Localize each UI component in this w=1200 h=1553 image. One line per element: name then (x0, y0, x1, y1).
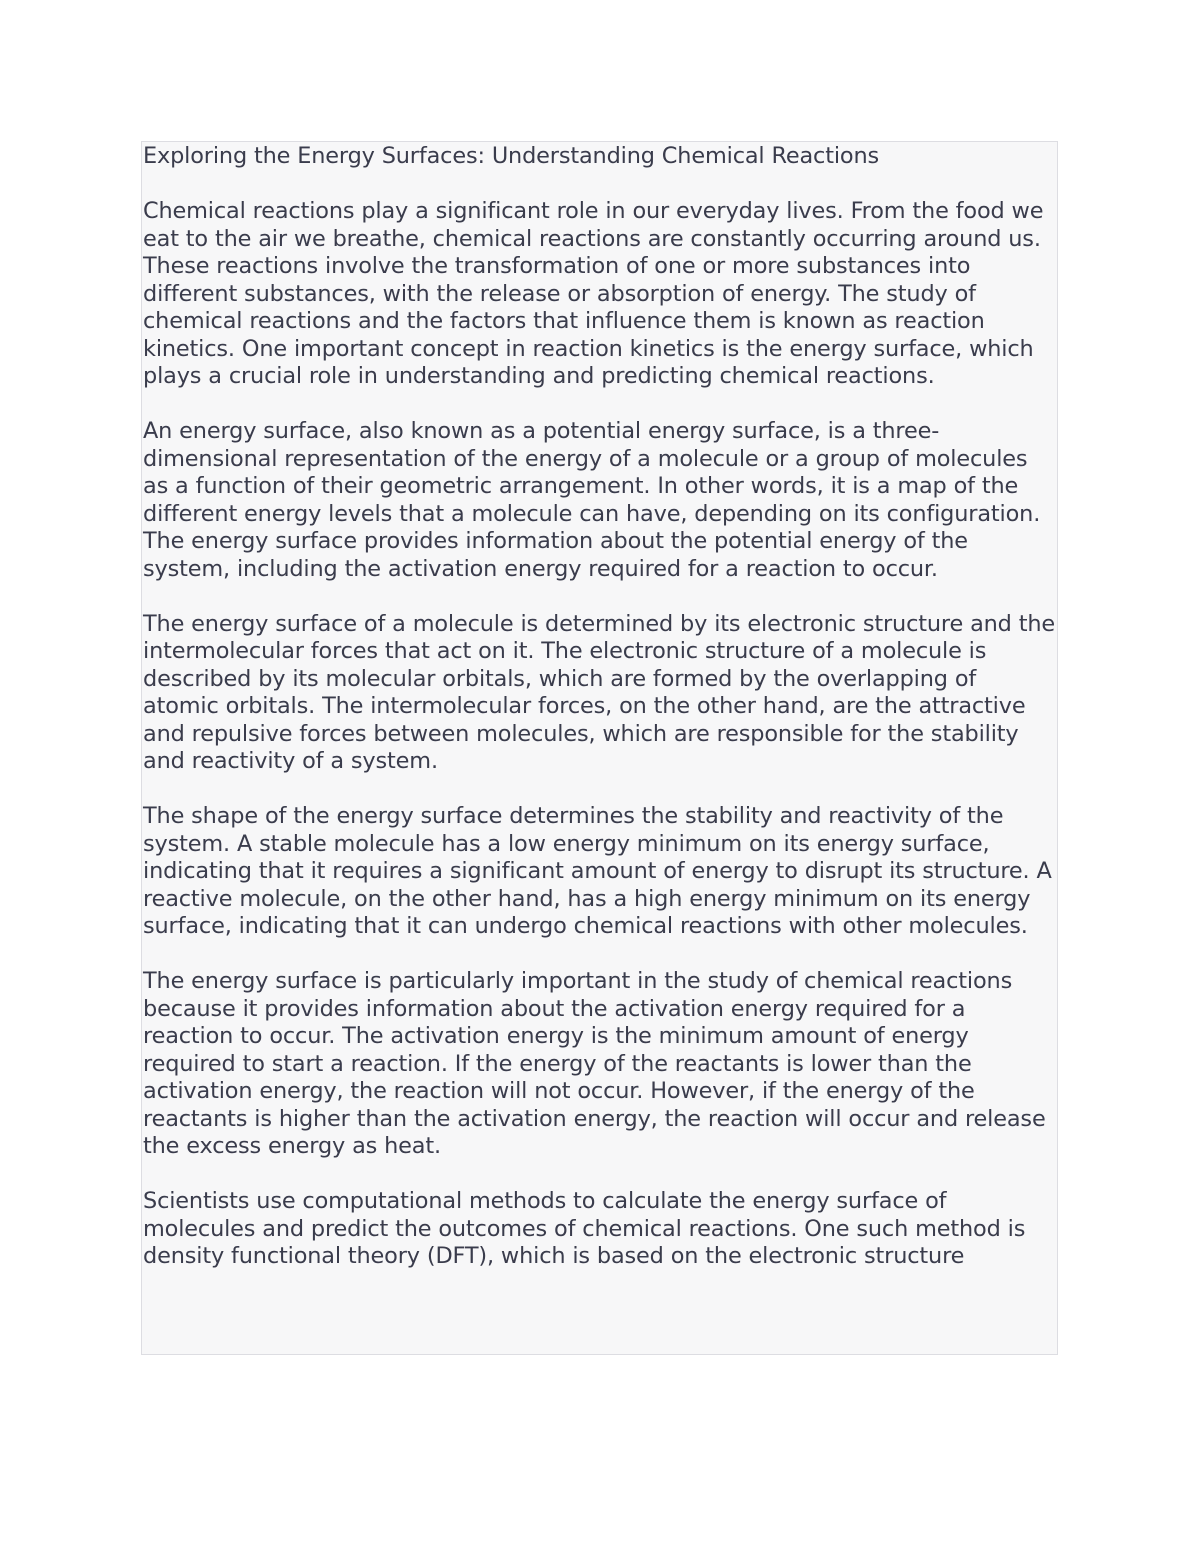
paragraph-intro: Chemical reactions play a significant role in our everyday lives. From the food we eat to the air we breathe, chemical reactions are constantly occurring around us. These reactions involve the transformation of one or more substances into different substances, with the release or absorption of energy. The study of chemical reactions and the factors that influence them is known as reaction kinetics. One important concept in reaction kinetics is the energy surface, which plays a crucial role in understanding and predicting chemical reactions. (143, 198, 1044, 389)
text-content-box (141, 141, 1058, 1355)
paragraph-activation-energy: The energy surface is particularly important in the study of chemical reactions because it provides information about the activation energy required for a reaction to occur. The activation energy is the minimum amount of energy required to start a reaction. If the energy of the reactants is lower than the activation energy, the reaction will not occur. However, if the energy of the reactants is higher than the activation energy, the reaction will occur and release the excess energy as heat. (143, 968, 1046, 1159)
document-title: Exploring the Energy Surfaces: Understanding Chemical Reactions (143, 143, 880, 169)
paragraph-electronic-structure: The energy surface of a molecule is determined by its electronic structure and the intermolecular forces that act on it. The electronic structure of a molecule is described by its molecular orbitals, which are formed by the overlapping of atomic orbitals. The intermolecular forces, on the other hand, are the attractive and repulsive forces between molecules, which are responsible for the stability and reactivity of a system. (143, 610, 1056, 774)
paragraph-energy-surface-definition: An energy surface, also known as a potential energy surface, is a three-dimensional representation of the energy of a molecule or a group of molecules as a function of their geometric arrangement. In other words, it is a map of the different energy levels that a molecule can have, depending on its configuration. The energy surface provides information about the potential energy of the system, including the activation energy required for a reaction to occur. (143, 418, 1041, 582)
paragraph-computational-methods: Scientists use computational methods to calculate the energy surface of molecules and predict the outcomes of chemical reactions. One such method is density functional theory (DFT), which is based on the electronic structure (143, 1188, 1026, 1269)
paragraph-stability-reactivity: The shape of the energy surface determines the stability and reactivity of the system. A stable molecule has a low energy minimum on its energy surface, indicating that it requires a significant amount of energy to disrupt its structure. A reactive molecule, on the other hand, has a high energy minimum on its energy surface, indicating that it can undergo chemical reactions with other molecules. (143, 803, 1052, 939)
